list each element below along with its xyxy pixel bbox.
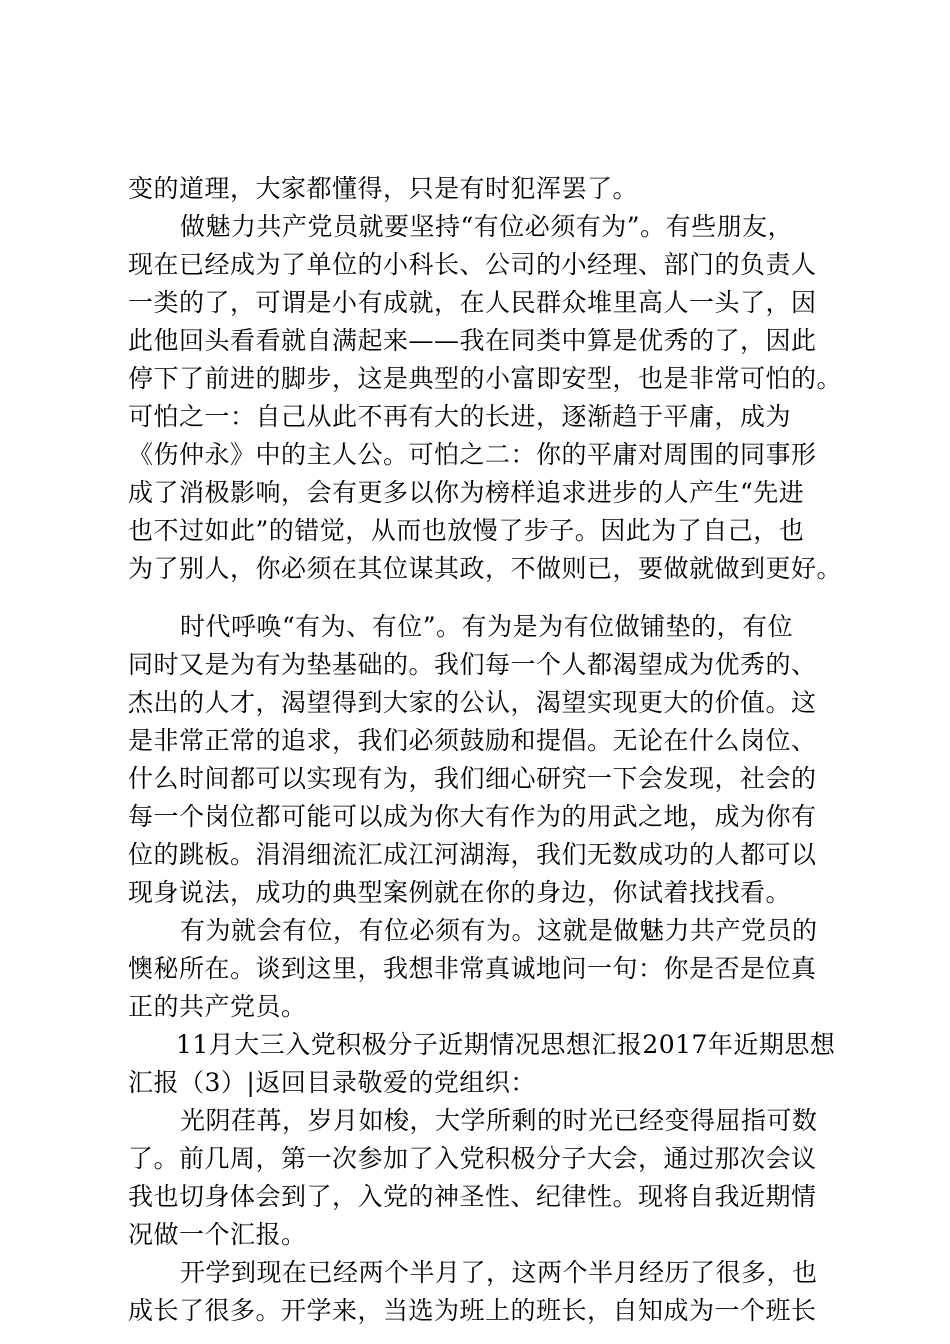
text-line: 成了消极影响，会有更多以你为榜样追求进步的人产生“先进 — [128, 478, 805, 507]
text-line: 什么时间都可以实现有为，我们细心研究一下会发现，社会的 — [128, 764, 817, 793]
text-line: 正的共产党员。 — [128, 992, 307, 1021]
text-line: 杰出的人才，渴望得到大家的公认，渴望实现更大的价值。这 — [128, 688, 817, 717]
text-line: 我也切身体会到了，入党的神圣性、纪律性。现将自我近期情 — [128, 1182, 817, 1211]
text-line: 成长了很多。开学来，当选为班上的班长，自知成为一个班长 — [128, 1296, 817, 1325]
text-line: 现身说法，成功的典型案例就在你的身边，你试着找找看。 — [128, 878, 792, 907]
text-line: 时代呼唤“有为、有位”。有为是为有位做铺垫的，有位 — [180, 612, 794, 641]
text-line: 汇报（3）|返回目录敬爱的党组织： — [128, 1068, 536, 1097]
text-line: 开学到现在已经两个半月了，这两个半月经历了很多，也 — [180, 1258, 818, 1287]
text-line: 况做一个汇报。 — [128, 1220, 307, 1249]
text-line: 可怕之一：自己从此不再有大的长进，逐渐趋于平庸，成为 — [128, 402, 792, 431]
text-line: 了。前几周，第一次参加了入党积极分子大会，通过那次会议 — [128, 1144, 817, 1173]
text-line: 是非常正常的追求，我们必须鼓励和提倡。无论在什么岗位、 — [128, 726, 817, 755]
text-line: 懊秘所在。谈到这里，我想非常真诚地问一句：你是否是位真 — [128, 954, 817, 983]
text-line: 《伤仲永》中的主人公。可怕之二：你的平庸对周围的同事形 — [128, 440, 817, 469]
text-line: 11月大三入党积极分子近期情况思想汇报2017年近期思想 — [176, 1030, 836, 1059]
text-line: 位的跳板。涓涓细流汇成江河湖海，我们无数成功的人都可以 — [128, 840, 817, 869]
text-line: 现在已经成为了单位的小科长、公司的小经理、部门的负责人 — [128, 250, 817, 279]
text-line: 有为就会有位，有位必须有为。这就是做魅力共产党员的 — [180, 916, 818, 945]
text-line: 每一个岗位都可能可以成为你大有作为的用武之地，成为你有 — [128, 802, 817, 831]
text-line: 光阴荏苒，岁月如梭，大学所剩的时光已经变得屈指可数 — [180, 1106, 818, 1135]
text-line: 此他回头看看就自满起来——我在同类中算是优秀的了，因此 — [128, 326, 817, 355]
text-line: 为了别人，你必须在其位谋其政，不做则已，要做就做到更好。 — [128, 554, 843, 583]
text-line: 一类的了，可谓是小有成就，在人民群众堆里高人一头了，因 — [128, 288, 817, 317]
text-line: 变的道理，大家都懂得，只是有时犯浑罢了。 — [128, 174, 639, 203]
text-line: 停下了前进的脚步，这是典型的小富即安型，也是非常可怕的。 — [128, 364, 843, 393]
text-line: 做魅力共产党员就要坚持“有位必须有为”。有些朋友， — [180, 212, 794, 241]
text-line: 同时又是为有为垫基础的。我们每一个人都渴望成为优秀的、 — [128, 650, 817, 679]
text-line: 也不过如此”的错觉，从而也放慢了步子。因此为了自己，也 — [128, 516, 805, 545]
